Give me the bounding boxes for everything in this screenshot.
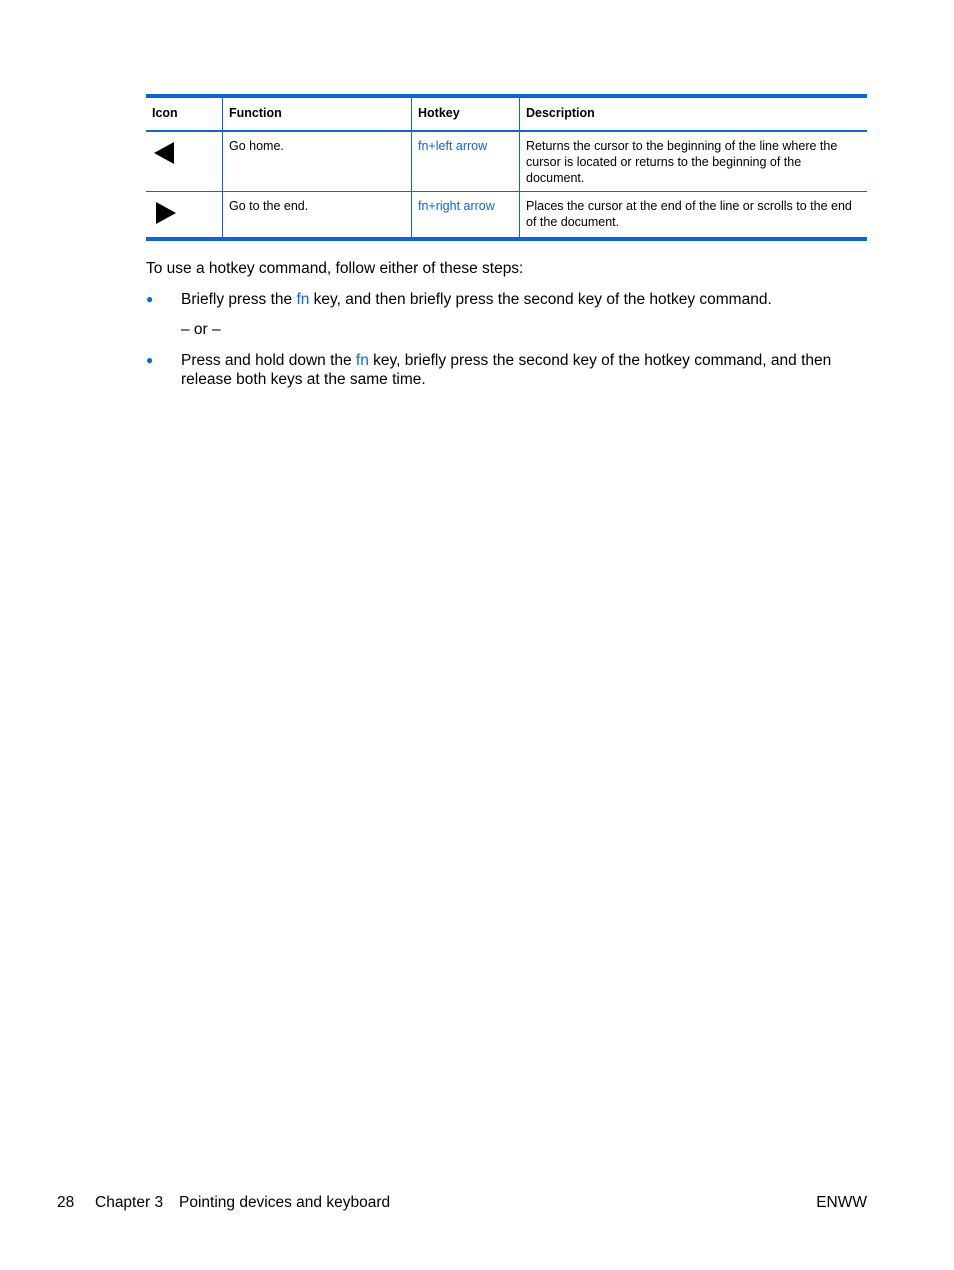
intro-paragraph: To use a hotkey command, follow either of these steps: xyxy=(146,260,524,277)
header-icon: Icon xyxy=(146,96,223,131)
or-separator: – or – xyxy=(181,321,221,338)
description-cell: Returns the cursor to the beginning of the line where the cursor is located or returns to the beginning of the document. xyxy=(520,131,868,192)
table-row xyxy=(146,131,867,192)
footer-chapter: Chapter 3 xyxy=(95,1194,164,1211)
table-row xyxy=(146,192,867,240)
hotkey-table xyxy=(146,94,867,241)
bullet-text-before: Press and hold down the xyxy=(181,352,356,369)
fn-key-term: fn xyxy=(355,352,369,369)
bullet-text-before: Briefly press the xyxy=(181,291,297,308)
header-hotkey: Hotkey xyxy=(412,96,520,131)
header-function: Function xyxy=(223,96,412,131)
bullet-dot-icon: ● xyxy=(146,353,154,367)
function-cell: Go home. xyxy=(223,131,412,192)
hotkey-cell: fn+left arrow xyxy=(412,131,520,192)
left-triangle-arrow-icon xyxy=(154,142,174,164)
header-description: Description xyxy=(520,96,868,131)
list-item xyxy=(181,351,871,389)
bullet-text-after: key, briefly press the second key of the hotkey command, and then release both keys at the same time. xyxy=(181,352,832,388)
description-cell: Places the cursor at the end of the line or scrolls to the end of the document. xyxy=(520,192,868,240)
bullet-dot-icon: ● xyxy=(146,292,154,306)
icon-cell xyxy=(146,131,223,192)
footer-doc-code: ENWW xyxy=(816,1194,867,1211)
footer-chapter-title: Pointing devices and keyboard xyxy=(179,1194,391,1211)
fn-key-term: fn xyxy=(296,291,310,308)
right-triangle-arrow-icon xyxy=(156,202,176,224)
function-cell: Go to the end. xyxy=(223,192,412,240)
bullet-text-after: key, and then briefly press the second key of the hotkey command. xyxy=(309,291,772,308)
hotkey-cell: fn+right arrow xyxy=(412,192,520,240)
table-header-row xyxy=(146,96,867,131)
list-item xyxy=(181,290,871,309)
footer-page-number: 28 xyxy=(57,1194,75,1211)
icon-cell xyxy=(146,192,223,240)
